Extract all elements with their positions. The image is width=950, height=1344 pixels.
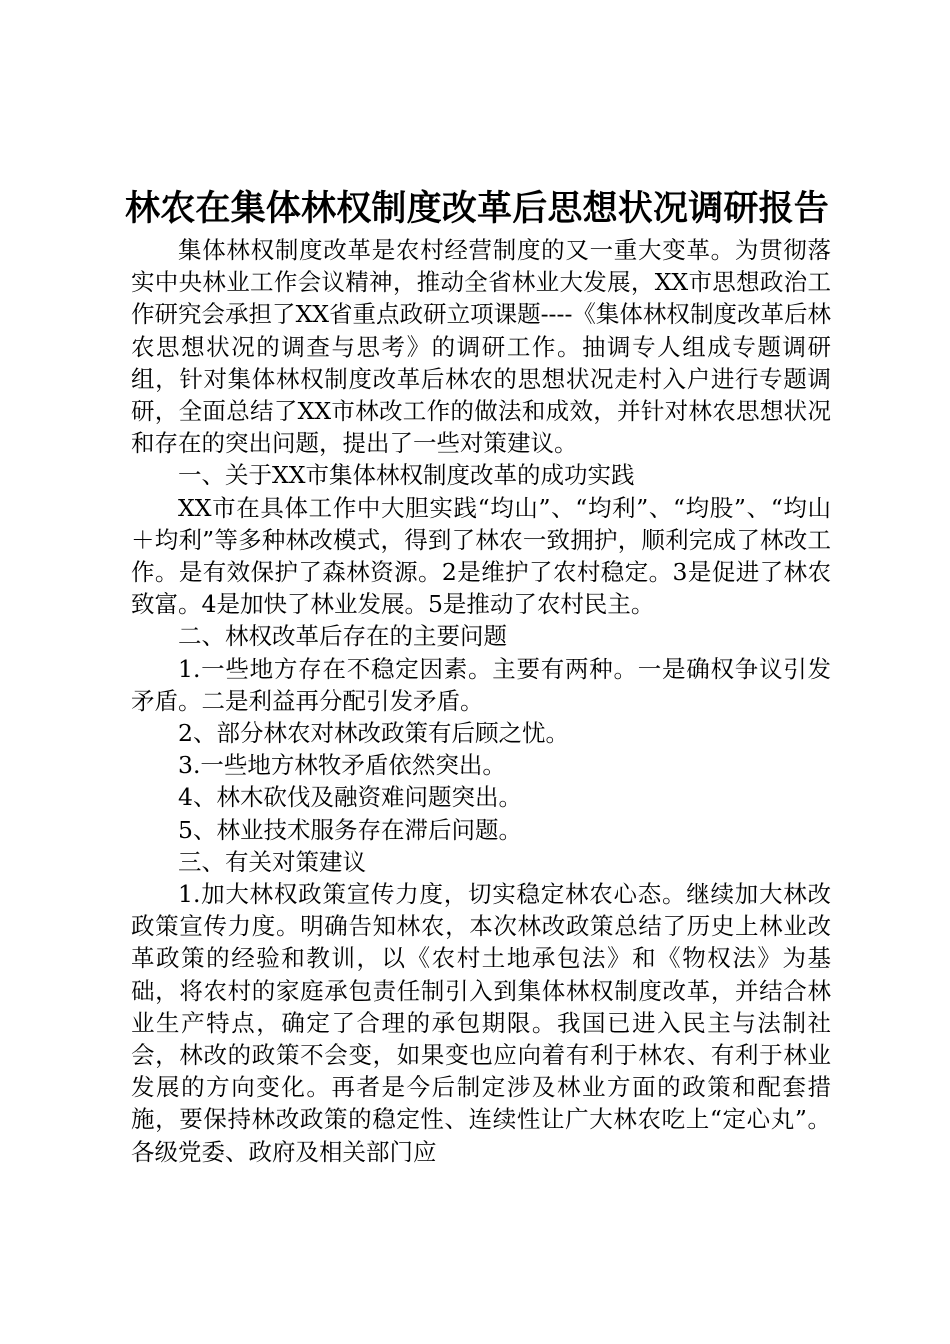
problem-item-4: 4、林木砍伐及融资难问题突出。 [178, 783, 522, 812]
problem-item-5: 5、林业技术服务存在滞后问题。 [178, 815, 522, 844]
section-heading-2: 二、林权改革后存在的主要问题 [178, 622, 507, 651]
problem-item-1: 1.一些地方存在不稳定因素。主要有两种。一是确权争议引发矛盾。二是利益再分配引发矛盾。 [131, 654, 831, 715]
section-heading-1: 一、关于XX市集体林权制度改革的成功实践 [178, 461, 635, 490]
problem-item-3: 3.一些地方林牧矛盾依然突出。 [178, 751, 506, 780]
problem-item-2: 2、部分林农对林改政策有后顾之忧。 [178, 719, 569, 748]
document-body [131, 234, 831, 1168]
suggestion-item-1: 1.加大林权政策宣传力度，切实稳定林农心态。继续加大林改政策宣传力度。明确告知林农，本次林改政策总结了历史上林业改革政策的经验和教训，以《农村土地承包法》和《物权法》为基础，将农村的家庭承包责任制引入到集体林权制度改革，并结合林业生产特点，确定了合理的承包期限。我国已进入民主与法制社会，林改的政策不会变，如果变也应向着有利于林农、有利于林业发展的方向变化。再者是今后制定涉及林业方面的政策和配套措施，要保持林改政策的稳定性、连续性让广大林农吃上“定心丸”。各级党委、政府及相关部门应 [131, 880, 831, 1166]
document-title: 林农在集体林权制度改革后思想状况调研报告 [125, 189, 830, 229]
intro-paragraph: 集体林权制度改革是农村经营制度的又一重大变革。为贯彻落实中央林业工作会议精神，推动全省林业大发展，XX市思想政治工作研究会承担了XX省重点政研立项课题----《集体林权制度改革后林农思想状况的调查与思考》的调研工作。抽调专人组成专题调研组，针对集体林权制度改革后林农的思想状况走村入户进行专题调研，全面总结了XX市林改工作的做法和成效，并针对林农思想状况和存在的突出问题，提出了一些对策建议。 [131, 236, 831, 458]
section-1-paragraph: XX市在具体工作中大胆实践“均山”、“均利”、“均股”、“均山＋均利”等多种林改模式，得到了林农一致拥护，顺利完成了林改工作。是有效保护了森林资源。2是维护了农村稳定。3是促进了林农致富。4是加快了林业发展。5是推动了农村民主。 [131, 493, 831, 619]
section-heading-3: 三、有关对策建议 [178, 847, 366, 876]
